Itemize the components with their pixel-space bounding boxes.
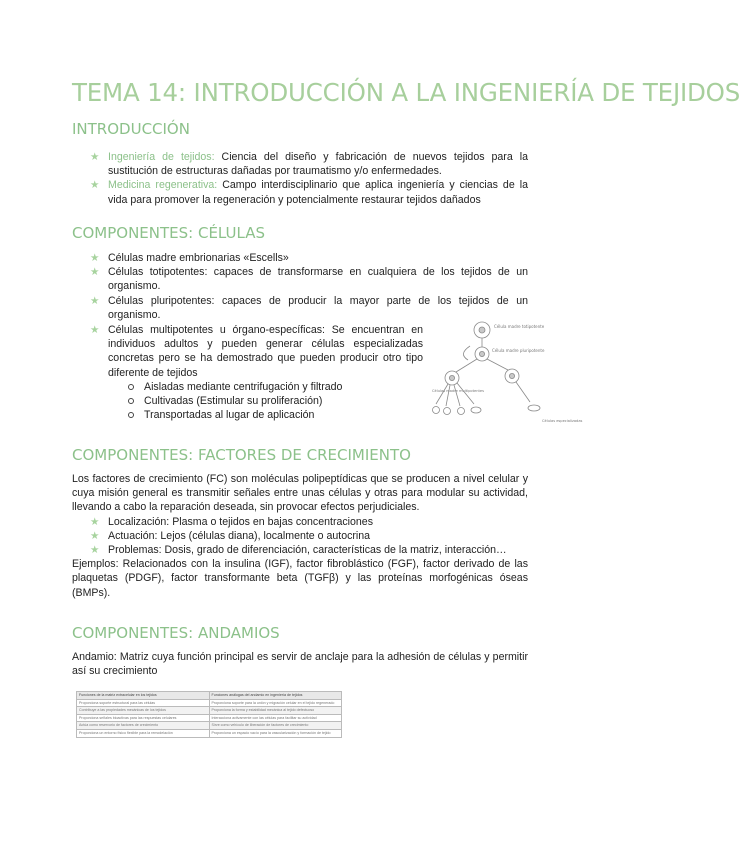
factores-item: [72, 515, 528, 529]
table-cell: Funciones de la matriz extracelular en los tejidos: [77, 692, 210, 700]
star-bullet-icon: ★: [90, 151, 100, 163]
celulas-list-bottom: [72, 323, 423, 422]
specialized-cell: [471, 407, 481, 413]
figure-label: Células madre multipotentes: [432, 389, 485, 393]
table-row: [77, 692, 342, 700]
factores-item-text: Actuación: Lejos (células diana), localmente o autocrina: [108, 529, 371, 542]
arrow: [487, 359, 508, 370]
star-bullet-icon: ★: [90, 529, 100, 542]
table-cell: Interacciona activamente con las células para facilitar su actividad: [209, 714, 342, 722]
table-cell: Proporciona soporte estructural para las células: [77, 699, 210, 707]
factores-examples: Ejemplos: Relacionados con la insulina (IGF), factor fibroblástico (FGF), factor derivado de las plaquetas (PDGF), factor transformante beta (TGFβ) y las proteínas morfogénicas óseas (BMPs).: [72, 558, 528, 599]
celulas-subitem: [72, 394, 423, 408]
page-title: TEMA 14: INTRODUCCIÓN A LA INGENIERÍA DE TEJIDOS: [72, 78, 740, 107]
factores-paragraph: Los factores de crecimiento (FC) son moléculas polipeptídicas que se producen a nivel celular y cuya misión general es transmitir señales entre unas células y otras para modular su actividad, llevando a cabo la reparación deseada, sin provocar efectos perjudiciales.: [72, 473, 528, 514]
celulas-item-text: Células totipotentes: capaces de transformarse en cualquiera de los tejidos de un organismo.: [108, 266, 528, 293]
figure-label: Célula madre pluripotente: [492, 348, 545, 353]
table-cell: Funciones análogas del andamio en ingeniería de tejidos: [209, 692, 342, 700]
table-row: [77, 722, 342, 730]
cell-nucleus: [479, 327, 485, 333]
table-row: [77, 714, 342, 722]
star-bullet-icon: ★: [90, 515, 100, 528]
factores-item-text: Localización: Plasma o tejidos en bajas concentraciones: [108, 515, 373, 528]
specialized-cell: [528, 405, 540, 411]
celulas-item: [72, 323, 423, 380]
star-bullet-icon: ★: [90, 179, 100, 192]
star-bullet-icon: ★: [90, 266, 100, 279]
table-cell: Proporciona soporte para la unión y migración celular en el tejido regenerado: [209, 699, 342, 707]
definition: Campo interdisciplinario que aplica ingeniería y ciencias de la vida para promover la regeneración y potencialmente restaurar tejidos dañados: [108, 179, 528, 206]
star-bullet-icon: ★: [90, 252, 100, 264]
andamios-table: [76, 691, 342, 738]
table-cell: Proporciona un entorno físico flexible para la remodelación: [77, 729, 210, 737]
table-cell: Proporciona señales bioactivas para las respuestas celulares: [77, 714, 210, 722]
factores-item: [72, 543, 528, 557]
table-row: [77, 729, 342, 737]
figure-label: Células especializadas: [542, 419, 583, 423]
arrow: [436, 383, 474, 406]
specialized-cell: [458, 408, 465, 415]
specialized-cell: [444, 408, 451, 415]
table-row: [77, 707, 342, 715]
celulas-list-top: [72, 251, 528, 322]
cell-nucleus: [449, 375, 454, 380]
arrow: [456, 359, 477, 372]
celulas-item-text: Células pluripotentes: capaces de producir la mayor parte de los tejidos de un organismo.: [108, 294, 528, 321]
factores-item-text: Problemas: Dosis, grado de diferenciación, características de la matriz, interacción…: [108, 544, 507, 557]
table-cell: Contribuye a las propiedades mecánicas de los tejidos: [77, 707, 210, 715]
celulas-subitem-text: Aisladas mediante centrifugación y filtrado: [144, 380, 343, 393]
table-row: [77, 699, 342, 707]
celulas-subitem-text: Cultivadas (Estimular su proliferación): [144, 395, 323, 408]
intro-item: [72, 150, 528, 178]
celulas-item-text: Células madre embrionarias «Escells»: [108, 252, 289, 264]
circle-bullet-icon: [128, 384, 134, 390]
celulas-subitem: [72, 408, 423, 422]
celulas-item-text: Células multipotentes u órgano-específicas: Se encuentran en individuos adultos y pueden generar células especializadas concretas pero se ha demostrado que pueden producir otro tipo diferente de tejidos: [108, 324, 423, 379]
specialized-cell: [433, 407, 440, 414]
figure-label: Célula madre totipotente: [494, 324, 545, 329]
intro-list: [72, 150, 528, 207]
arrow: [516, 382, 530, 402]
cell-nucleus: [479, 351, 484, 356]
celulas-subitem-text: Transportadas al lugar de aplicación: [144, 409, 315, 422]
self-renewal-arrow: [463, 346, 470, 360]
table-cell: Actúa como reservorio de factores de crecimiento: [77, 722, 210, 730]
cell-nucleus: [509, 373, 514, 378]
term: Medicina regenerativa:: [108, 179, 218, 192]
table-cell: Sirve como vehículo de liberación de factores de crecimiento: [209, 722, 342, 730]
celulas-item: [72, 251, 528, 265]
heading-introduccion: INTRODUCCIÓN: [72, 120, 190, 138]
table-cell: Proporciona un espacio vacío para la vascularización y formación de tejido: [209, 729, 342, 737]
intro-item: [72, 178, 528, 206]
factores-body: [72, 472, 528, 600]
star-bullet-icon: ★: [90, 544, 100, 557]
celulas-item: [72, 265, 528, 293]
celulas-subitem: [72, 380, 423, 394]
term: Ingeniería de tejidos:: [108, 151, 215, 163]
circle-bullet-icon: [128, 398, 134, 404]
star-bullet-icon: ★: [90, 294, 100, 307]
stem-cell-diagram: [430, 318, 586, 432]
star-bullet-icon: ★: [90, 324, 100, 336]
definition: Ciencia del diseño y fabricación de nuevos tejidos para la sustitución de estructuras dañadas por traumatismo y/o enfermedades.: [108, 151, 528, 178]
heading-factores: COMPONENTES: FACTORES DE CRECIMIENTO: [72, 446, 411, 464]
circle-bullet-icon: [128, 412, 134, 418]
heading-andamios: COMPONENTES: ANDAMIOS: [72, 624, 280, 642]
table-cell: Proporciona la forma y estabilidad mecánica al tejido defectuoso: [209, 707, 342, 715]
factores-item: [72, 529, 528, 543]
andamios-paragraph: Andamio: Matriz cuya función principal es servir de anclaje para la adhesión de células y permitir así su crecimiento: [72, 651, 528, 678]
heading-celulas: COMPONENTES: CÉLULAS: [72, 224, 266, 242]
